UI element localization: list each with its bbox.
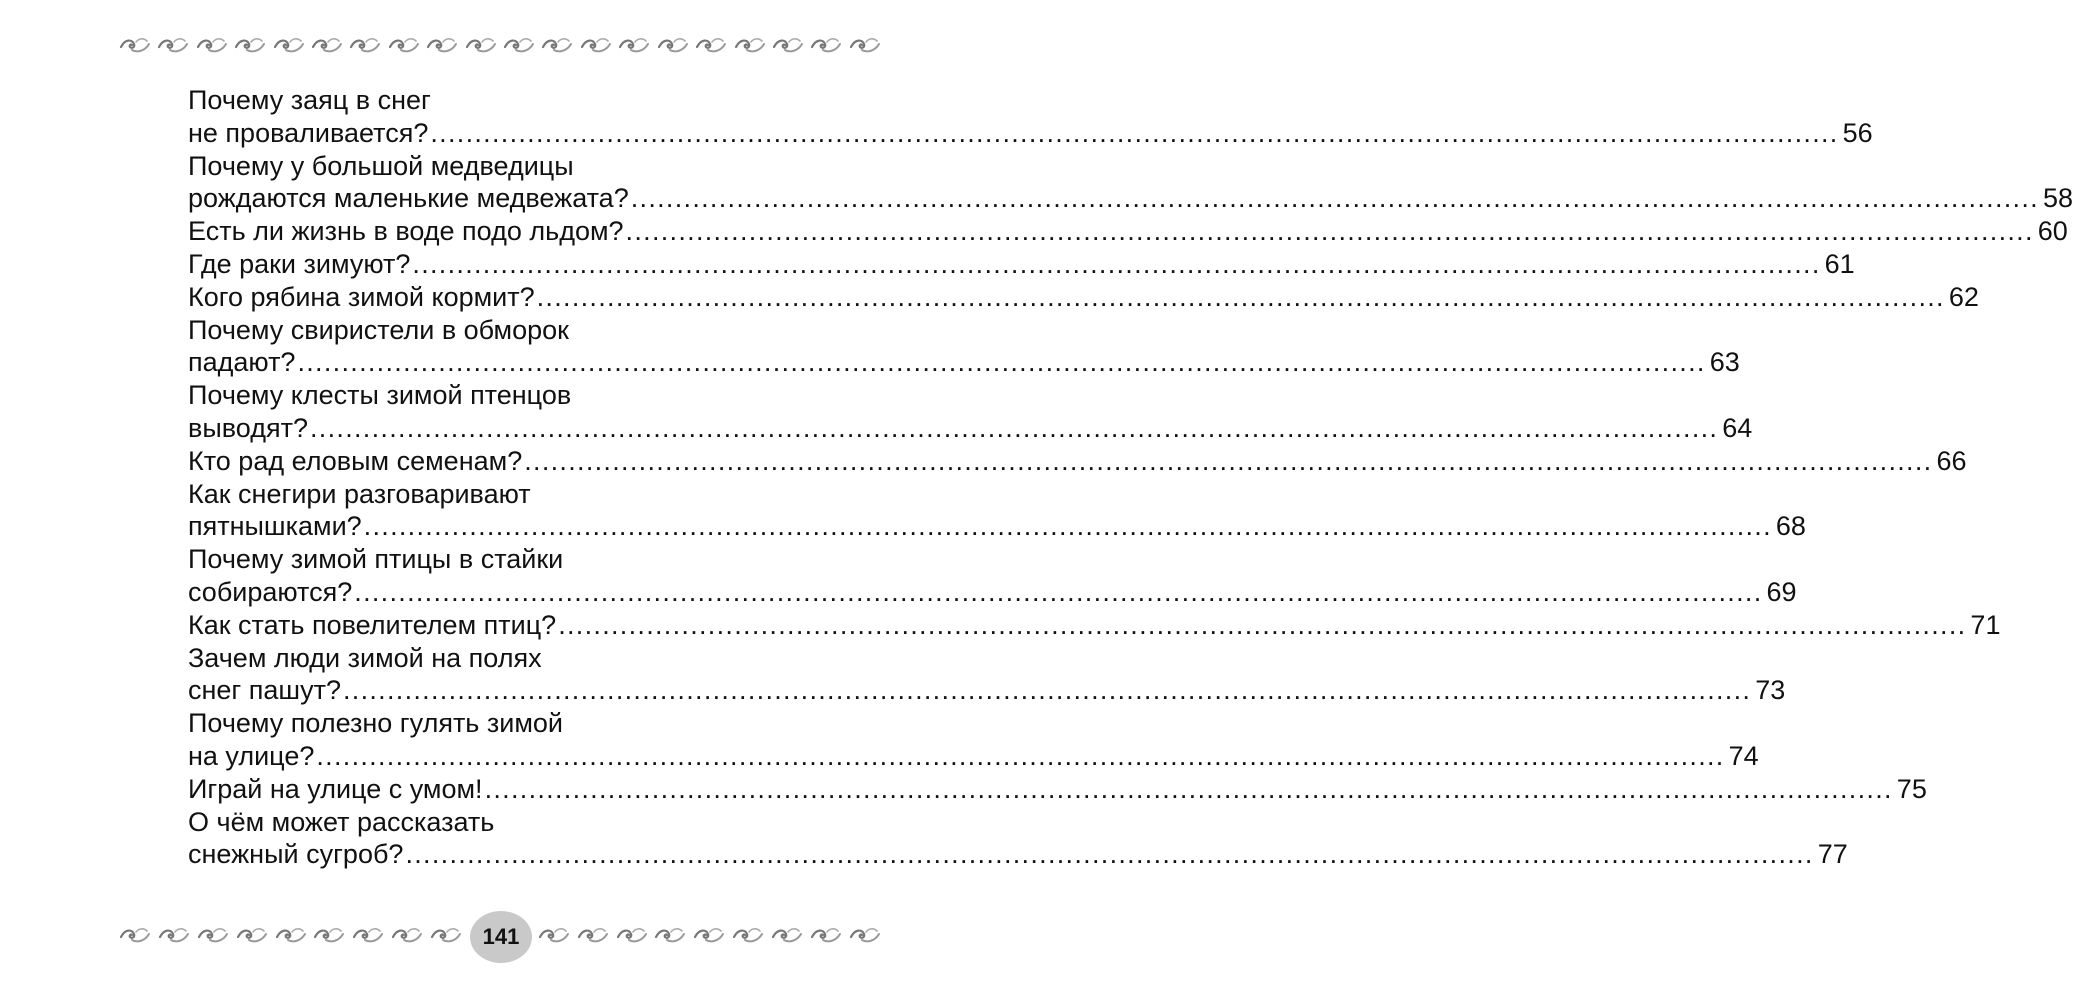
toc-entry[interactable] — [188, 248, 1855, 281]
toc-entry[interactable] — [188, 773, 1927, 806]
wave-scroll-ornament-icon — [733, 926, 763, 944]
toc-entry[interactable] — [188, 609, 2001, 642]
wave-scroll-ornament-icon — [694, 926, 724, 944]
toc-entry[interactable] — [188, 707, 1759, 773]
toc-entry-title: падают? — [188, 347, 296, 378]
toc-entry-title: снег пашут? — [188, 675, 341, 706]
toc-entry-title-line: О чём может рассказать — [188, 806, 495, 837]
wave-scroll-ornament-icon — [850, 36, 880, 54]
dot-leader: ................................................................................................................................................................ — [316, 740, 1725, 771]
wave-scroll-ornament-icon — [850, 926, 880, 944]
toc-entry[interactable] — [188, 543, 1797, 609]
wave-scroll-ornament-icon — [353, 926, 383, 944]
dot-leader: ................................................................................................................................................................ — [342, 675, 1752, 706]
toc-entry-title: Кто рад еловым семенам? — [188, 445, 523, 476]
dot-leader: ................................................................................................................................................................ — [484, 773, 1893, 804]
toc-page-number: 69 — [1766, 576, 1797, 607]
toc-page-number: 68 — [1775, 511, 1806, 542]
toc-entry-final-line — [188, 346, 1740, 379]
toc-entry-final-line — [188, 215, 2068, 248]
toc-page-number: 74 — [1728, 740, 1759, 771]
toc-entry-final-line — [188, 445, 1967, 478]
toc-page-number: 75 — [1896, 773, 1927, 804]
toc-entry-final-line — [188, 510, 1806, 543]
wave-scroll-ornament-icon — [617, 926, 647, 944]
dot-leader: ................................................................................................................................................................ — [309, 412, 1719, 443]
toc-entry[interactable] — [188, 281, 1979, 314]
wave-scroll-ornament-icon — [581, 36, 611, 54]
wave-scroll-ornament-icon — [314, 926, 344, 944]
toc-entry-title-line: Почему зимой птицы в стайки — [188, 544, 564, 575]
toc-entry-title: снежный сугроб? — [188, 839, 404, 870]
toc-entry-final-line — [188, 182, 2073, 215]
wave-scroll-ornament-icon — [735, 36, 765, 54]
toc-entry-final-line — [188, 576, 1797, 609]
dot-leader: ................................................................................................................................................................ — [524, 445, 1933, 476]
dot-leader: ................................................................................................................................................................ — [558, 609, 1967, 640]
dot-leader: ................................................................................................................................................................ — [625, 216, 2034, 247]
toc-page-number: 73 — [1755, 675, 1786, 706]
toc-entry-final-line — [188, 773, 1927, 806]
toc-entry-title-line: Почему у большой медведицы — [188, 150, 574, 181]
toc-page-number: 60 — [2037, 216, 2068, 247]
dot-leader: ................................................................................................................................................................ — [430, 117, 1839, 148]
toc-entry-final-line — [188, 248, 1855, 281]
toc-entry-title: выводят? — [188, 412, 308, 443]
wave-scroll-ornament-icon — [578, 926, 608, 944]
dot-leader: ................................................................................................................................................................ — [630, 183, 2039, 214]
wave-scroll-ornament-icon — [312, 36, 342, 54]
toc-entry-title: рождаются маленькие медвежата? — [188, 183, 629, 214]
toc-entry-title: Есть ли жизнь в воде подо льдом? — [188, 216, 624, 247]
toc-entry-final-line — [188, 281, 1979, 314]
wave-scroll-ornament-icon — [772, 926, 802, 944]
toc-page-number: 62 — [1948, 281, 1979, 312]
wave-scroll-ornament-icon — [350, 36, 380, 54]
wave-scroll-ornament-icon — [619, 36, 649, 54]
dot-leader: ................................................................................................................................................................ — [536, 281, 1945, 312]
dot-leader: ................................................................................................................................................................ — [363, 511, 1772, 542]
toc-entry-title: собираются? — [188, 576, 353, 607]
wave-scroll-ornament-icon — [235, 36, 265, 54]
toc-entry[interactable] — [188, 379, 1753, 445]
toc-entry[interactable] — [188, 215, 2068, 248]
toc-page-number: 58 — [2042, 183, 2073, 214]
wave-scroll-ornament-icon — [811, 926, 841, 944]
toc-entry-final-line — [188, 609, 2001, 642]
dot-leader: ................................................................................................................................................................ — [297, 347, 1706, 378]
wave-scroll-ornament-icon — [237, 926, 267, 944]
wave-scroll-ornament-icon — [542, 36, 572, 54]
dot-leader: ................................................................................................................................................................ — [412, 248, 1821, 279]
toc-page-number: 64 — [1722, 412, 1753, 443]
toc-entry-title-line: Почему заяц в снег — [188, 85, 431, 115]
toc-entry-title: Где раки зимуют? — [188, 248, 411, 279]
wave-scroll-ornament-icon — [198, 926, 228, 944]
toc-entry-title-line: Почему клесты зимой птенцов — [188, 380, 572, 411]
toc-entry-final-line — [188, 412, 1753, 445]
wave-scroll-ornament-icon — [466, 36, 496, 54]
toc-entry-title: Играй на улице с умом! — [188, 773, 483, 804]
wave-scroll-ornament-icon — [655, 926, 685, 944]
wave-scroll-ornament-icon — [392, 926, 422, 944]
wave-scroll-ornament-icon — [276, 926, 306, 944]
page-number-badge — [470, 911, 532, 963]
toc-entry[interactable] — [188, 150, 2073, 216]
wave-scroll-ornament-icon — [389, 36, 419, 54]
toc-entry-final-line — [188, 117, 1873, 150]
toc-entry-title: Кого рябина зимой кормит? — [188, 281, 535, 312]
toc-page-number: 61 — [1824, 248, 1855, 279]
toc-page-number: 56 — [1842, 117, 1873, 148]
wave-scroll-ornament-icon — [658, 36, 688, 54]
wave-scroll-ornament-icon — [773, 36, 803, 54]
toc-entry-title: не проваливается? — [188, 117, 429, 148]
toc-entry-final-line — [188, 838, 1848, 871]
toc-entry-title: пятнышками? — [188, 511, 362, 542]
toc-entry[interactable] — [188, 642, 1786, 708]
wave-scroll-ornament-icon — [159, 926, 189, 944]
top-ornament-border — [120, 34, 880, 56]
toc-entry[interactable] — [188, 445, 1967, 478]
wave-scroll-ornament-icon — [197, 36, 227, 54]
toc-page-number: 63 — [1709, 347, 1740, 378]
wave-scroll-ornament-icon — [431, 926, 461, 944]
wave-scroll-ornament-icon — [120, 926, 150, 944]
toc-entry[interactable] — [188, 806, 1848, 872]
toc-entry-final-line — [188, 740, 1759, 773]
toc-page-number: 77 — [1817, 839, 1848, 870]
toc-page-number: 71 — [1970, 609, 2001, 640]
wave-scroll-ornament-icon — [504, 36, 534, 54]
toc-entry-final-line — [188, 674, 1786, 707]
toc-entry-title-line: Зачем люди зимой на полях — [188, 642, 542, 673]
toc-page-number: 66 — [1936, 445, 1967, 476]
table-of-contents — [188, 84, 2073, 871]
wave-scroll-ornament-icon — [539, 926, 569, 944]
wave-scroll-ornament-icon — [274, 36, 304, 54]
page-number: 141 — [482, 924, 520, 949]
wave-scroll-ornament-icon — [427, 36, 457, 54]
dot-leader: ................................................................................................................................................................ — [354, 576, 1763, 607]
toc-entry-title: Как стать повелителем птиц? — [188, 609, 557, 640]
wave-scroll-ornament-icon — [811, 36, 841, 54]
toc-entry-title-line: Почему полезно гулять зимой — [188, 708, 563, 739]
toc-entry[interactable] — [188, 478, 1806, 544]
toc-entry[interactable] — [188, 314, 1740, 380]
dot-leader: ................................................................................................................................................................ — [405, 839, 1814, 870]
toc-entry[interactable] — [188, 84, 1873, 150]
wave-scroll-ornament-icon — [120, 36, 150, 54]
toc-entry-title-line: Почему свиристели в обморок — [188, 314, 569, 345]
toc-entry-title-line: Как снегири разговаривают — [188, 478, 531, 509]
toc-entry-title: на улице? — [188, 740, 315, 771]
wave-scroll-ornament-icon — [696, 36, 726, 54]
wave-scroll-ornament-icon — [158, 36, 188, 54]
